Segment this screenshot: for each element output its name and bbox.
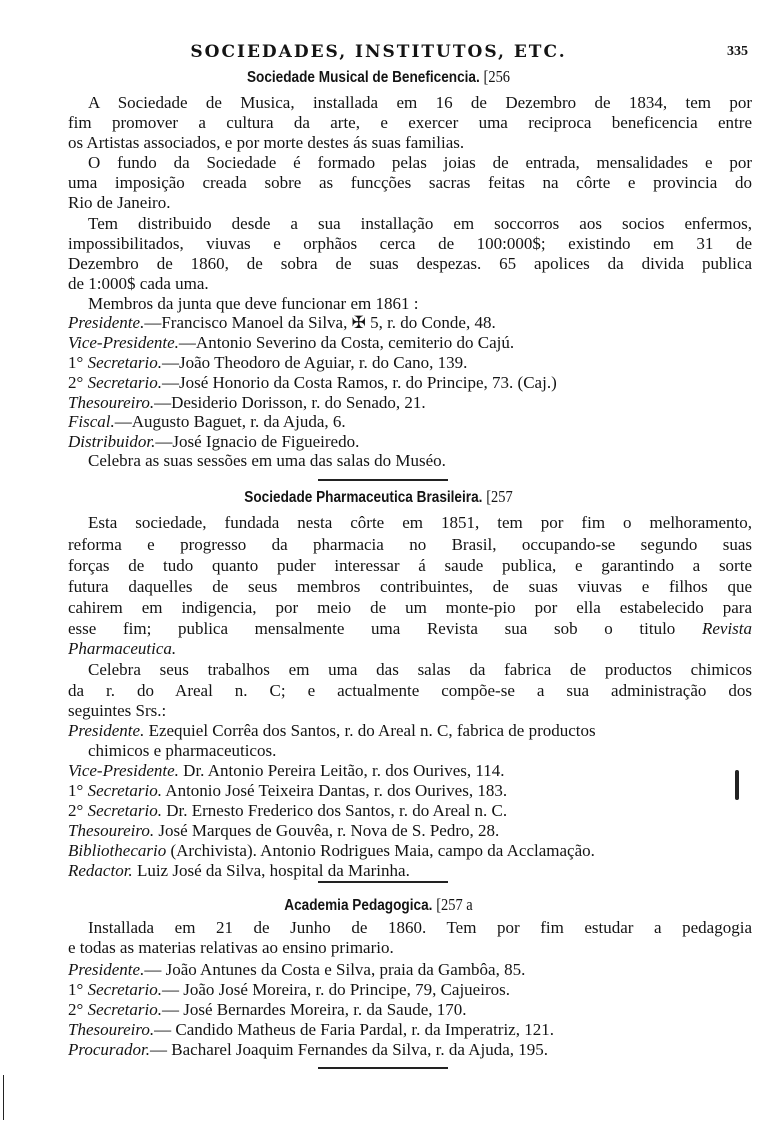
member-name-address: — João Antunes da Costa e Silva, praia da Gambôa, 85. bbox=[144, 960, 526, 979]
text-line bbox=[68, 113, 752, 133]
section-divider bbox=[318, 881, 448, 883]
section-title-text: Sociedade Pharmaceutica Brasileira. bbox=[244, 489, 483, 506]
section-divider bbox=[318, 1067, 448, 1069]
line-text: futura daquelles de seus membros contribuintes, de suas viuvas e filhos que bbox=[68, 577, 752, 596]
text-line bbox=[88, 918, 752, 938]
line-text: da r. do Areal n. C; e actualmente compõe-se a sua administração dos bbox=[68, 681, 752, 700]
running-header: SOCIEDADES, INSTITUTOS, ETC. bbox=[190, 42, 567, 62]
line-text: uma imposição creada sobre as funcções sacras feitas na côrte e provincia do bbox=[68, 173, 752, 192]
member-role: Distribuidor. bbox=[68, 432, 156, 451]
text-line bbox=[68, 133, 752, 153]
member-entry bbox=[68, 1020, 752, 1040]
member-name-address: (Archivista). Antonio Rodrigues Maia, campo da Acclamação. bbox=[166, 841, 595, 860]
closing-line bbox=[88, 451, 752, 471]
member-name-address: — Candido Matheus de Faria Pardal, r. da Imperatriz, 121. bbox=[154, 1020, 554, 1039]
member-entry bbox=[68, 393, 752, 413]
member-entry bbox=[68, 1000, 752, 1020]
member-role: Secretario. bbox=[87, 801, 162, 820]
member-entry bbox=[68, 353, 752, 373]
member-role: Presidente. bbox=[68, 721, 145, 740]
text-line bbox=[68, 193, 752, 213]
member-role: Presidente. bbox=[68, 960, 145, 979]
scan-artifact bbox=[735, 770, 739, 800]
member-ordinal: 1° bbox=[68, 353, 88, 372]
line-text: A Sociedade de Musica, installada em 16 de Dezembro de 1834, tem por bbox=[88, 93, 752, 112]
member-role: Thesoureiro. bbox=[68, 393, 155, 412]
member-name-address: José Marques de Gouvêa, r. Nova de S. Pedro, 28. bbox=[154, 821, 500, 840]
text-line bbox=[68, 938, 752, 958]
line-text: de 1:000$ cada uma. bbox=[68, 274, 209, 293]
text-line bbox=[88, 153, 752, 173]
line-text: seguintes Srs.: bbox=[68, 701, 167, 720]
member-name-address: —José Honorio da Costa Ramos, r. do Principe, 73. (Caj.) bbox=[162, 373, 557, 392]
member-role: Redactor. bbox=[68, 861, 133, 880]
section-number: [256 bbox=[483, 67, 511, 86]
line-text: forças de tudo quanto puder interessar á saude publica, e garantindo a sorte bbox=[68, 556, 752, 575]
member-role: Secretario. bbox=[87, 353, 162, 372]
member-name-address: Luiz José da Silva, hospital da Marinha. bbox=[132, 861, 410, 880]
member-role: Secretario. bbox=[87, 373, 162, 392]
member-entry bbox=[88, 741, 752, 761]
section-title-text: Academia Pedagogica. bbox=[284, 897, 433, 914]
line-text: fim promover a cultura da arte, e exercer uma reciproca beneficencia entre bbox=[68, 113, 752, 132]
section-title bbox=[57, 67, 700, 88]
member-entry bbox=[68, 761, 752, 781]
member-entry bbox=[68, 781, 752, 801]
text-line bbox=[68, 577, 752, 597]
member-entry bbox=[68, 412, 752, 432]
member-ordinal: 1° bbox=[68, 980, 88, 999]
text-line bbox=[68, 681, 752, 701]
line-text: Pharmaceutica. bbox=[68, 639, 177, 658]
member-role: Thesoureiro. bbox=[68, 821, 155, 840]
member-role: Bibliothecario bbox=[68, 841, 167, 860]
member-name-address: Dr. Ernesto Frederico dos Santos, r. do Areal n. C. bbox=[162, 801, 508, 820]
member-role: Secretario. bbox=[87, 1000, 162, 1019]
section-number: [257 a bbox=[436, 895, 473, 914]
line-text: Membros da junta que deve funcionar em 1861 : bbox=[88, 294, 419, 313]
text-line bbox=[88, 660, 752, 680]
text-line bbox=[68, 556, 752, 576]
member-entry bbox=[68, 960, 752, 980]
member-name-address: —Antonio Severino da Costa, cemiterio do Cajú. bbox=[178, 333, 515, 352]
member-name-address: —João Theodoro de Aguiar, r. do Cano, 139. bbox=[162, 353, 468, 372]
member-entry bbox=[68, 333, 752, 353]
member-name-address: —Desiderio Dorisson, r. do Senado, 21. bbox=[154, 393, 426, 412]
member-entry bbox=[68, 313, 752, 333]
member-name-address: —Francisco Manoel da Silva, ✠ 5, r. do Conde, 48. bbox=[144, 313, 496, 332]
line-text: impossibilitados, viuvas e orphãos cerca de 100:000$; existindo em 31 de bbox=[68, 234, 752, 253]
text-line bbox=[68, 639, 752, 659]
member-role: Vice-Presidente. bbox=[68, 333, 179, 352]
section-divider bbox=[318, 479, 448, 481]
member-name-address: chimicos e pharmaceuticos. bbox=[88, 741, 277, 760]
member-role: Presidente. bbox=[68, 313, 145, 332]
member-name-address: — Bacharel Joaquim Fernandes da Silva, r. da Ajuda, 195. bbox=[150, 1040, 549, 1059]
member-role: Secretario. bbox=[87, 980, 162, 999]
member-role: Secretario. bbox=[87, 781, 162, 800]
line-text: os Artistas associados, e por morte destes ás suas familias. bbox=[68, 133, 465, 152]
closing-text: Celebra as suas sessões em uma das salas do Muséo. bbox=[88, 451, 446, 470]
member-name-address: —Augusto Baguet, r. da Ajuda, 6. bbox=[114, 412, 346, 431]
line-text: cahirem em indigencia, por meio de um monte-pio por ella estabelecido para bbox=[68, 598, 752, 617]
line-text: Dezembro de 1860, de sobra de suas despezas. 65 apolices da divida publica bbox=[68, 254, 752, 273]
member-entry bbox=[68, 373, 752, 393]
member-entry bbox=[68, 841, 752, 861]
line-text: Installada em 21 de Junho de 1860. Tem por fim estudar a pedagogia bbox=[88, 918, 752, 937]
member-role: Fiscal. bbox=[68, 412, 115, 431]
text-line bbox=[88, 93, 752, 113]
member-entry bbox=[68, 432, 752, 452]
member-ordinal: 2° bbox=[68, 1000, 88, 1019]
text-line bbox=[68, 598, 752, 618]
text-line bbox=[68, 274, 752, 294]
italic-title: Revista bbox=[701, 619, 752, 638]
line-text: e todas as materias relativas ao ensino primario. bbox=[68, 938, 394, 957]
text-line bbox=[68, 701, 752, 721]
text-line bbox=[68, 619, 752, 639]
member-name-address: Dr. Antonio Pereira Leitão, r. dos Ourives, 114. bbox=[178, 761, 505, 780]
member-name-address: — João José Moreira, r. do Principe, 79, Cajueiros. bbox=[162, 980, 510, 999]
member-ordinal: 2° bbox=[68, 373, 88, 392]
line-text: O fundo da Sociedade é formado pelas joias de entrada, mensalidades e por bbox=[88, 153, 752, 172]
member-entry bbox=[68, 861, 752, 881]
section-title bbox=[57, 895, 700, 916]
member-name-address: Ezequiel Corrêa dos Santos, r. do Areal n. C, fabrica de productos bbox=[144, 721, 596, 740]
text-line bbox=[68, 254, 752, 274]
scan-artifact-left bbox=[3, 1075, 4, 1120]
member-role: Procurador. bbox=[68, 1040, 151, 1059]
member-name-address: Antonio José Teixeira Dantas, r. dos Ourives, 183. bbox=[162, 781, 508, 800]
member-entry bbox=[68, 1040, 752, 1060]
line-text: esse fim; publica mensalmente uma Revista sua sob o titulo bbox=[68, 619, 676, 638]
line-text: reforma e progresso da pharmacia no Brasil, occupando-se segundo suas bbox=[68, 535, 752, 554]
text-line bbox=[68, 535, 752, 555]
member-ordinal: 2° bbox=[68, 801, 88, 820]
line-text: Esta sociedade, fundada nesta côrte em 1851, tem por fim o melhoramento, bbox=[88, 513, 752, 532]
section-title-text: Sociedade Musical de Beneficencia. bbox=[246, 69, 480, 86]
member-name-address: —José Ignacio de Figueiredo. bbox=[155, 432, 360, 451]
line-text: Celebra seus trabalhos em uma das salas da fabrica de productos chimicos bbox=[88, 660, 752, 679]
line-text: Tem distribuido desde a sua installação em soccorros aos socios enfermos, bbox=[88, 214, 752, 233]
section-number: [257 bbox=[486, 487, 513, 506]
text-line bbox=[88, 214, 752, 234]
section-title bbox=[57, 487, 700, 508]
member-entry bbox=[68, 980, 752, 1000]
page-number: 335 bbox=[727, 44, 748, 59]
text-line bbox=[68, 234, 752, 254]
member-role: Vice-Presidente. bbox=[68, 761, 179, 780]
member-role: Thesoureiro. bbox=[68, 1020, 155, 1039]
member-ordinal: 1° bbox=[68, 781, 88, 800]
text-line bbox=[88, 294, 752, 314]
text-line bbox=[88, 513, 752, 533]
member-name-address: — José Bernardes Moreira, r. da Saude, 170. bbox=[162, 1000, 467, 1019]
text-line bbox=[68, 173, 752, 193]
line-text: Rio de Janeiro. bbox=[68, 193, 171, 212]
member-entry bbox=[68, 821, 752, 841]
member-entry bbox=[68, 801, 752, 821]
member-entry bbox=[68, 721, 752, 741]
